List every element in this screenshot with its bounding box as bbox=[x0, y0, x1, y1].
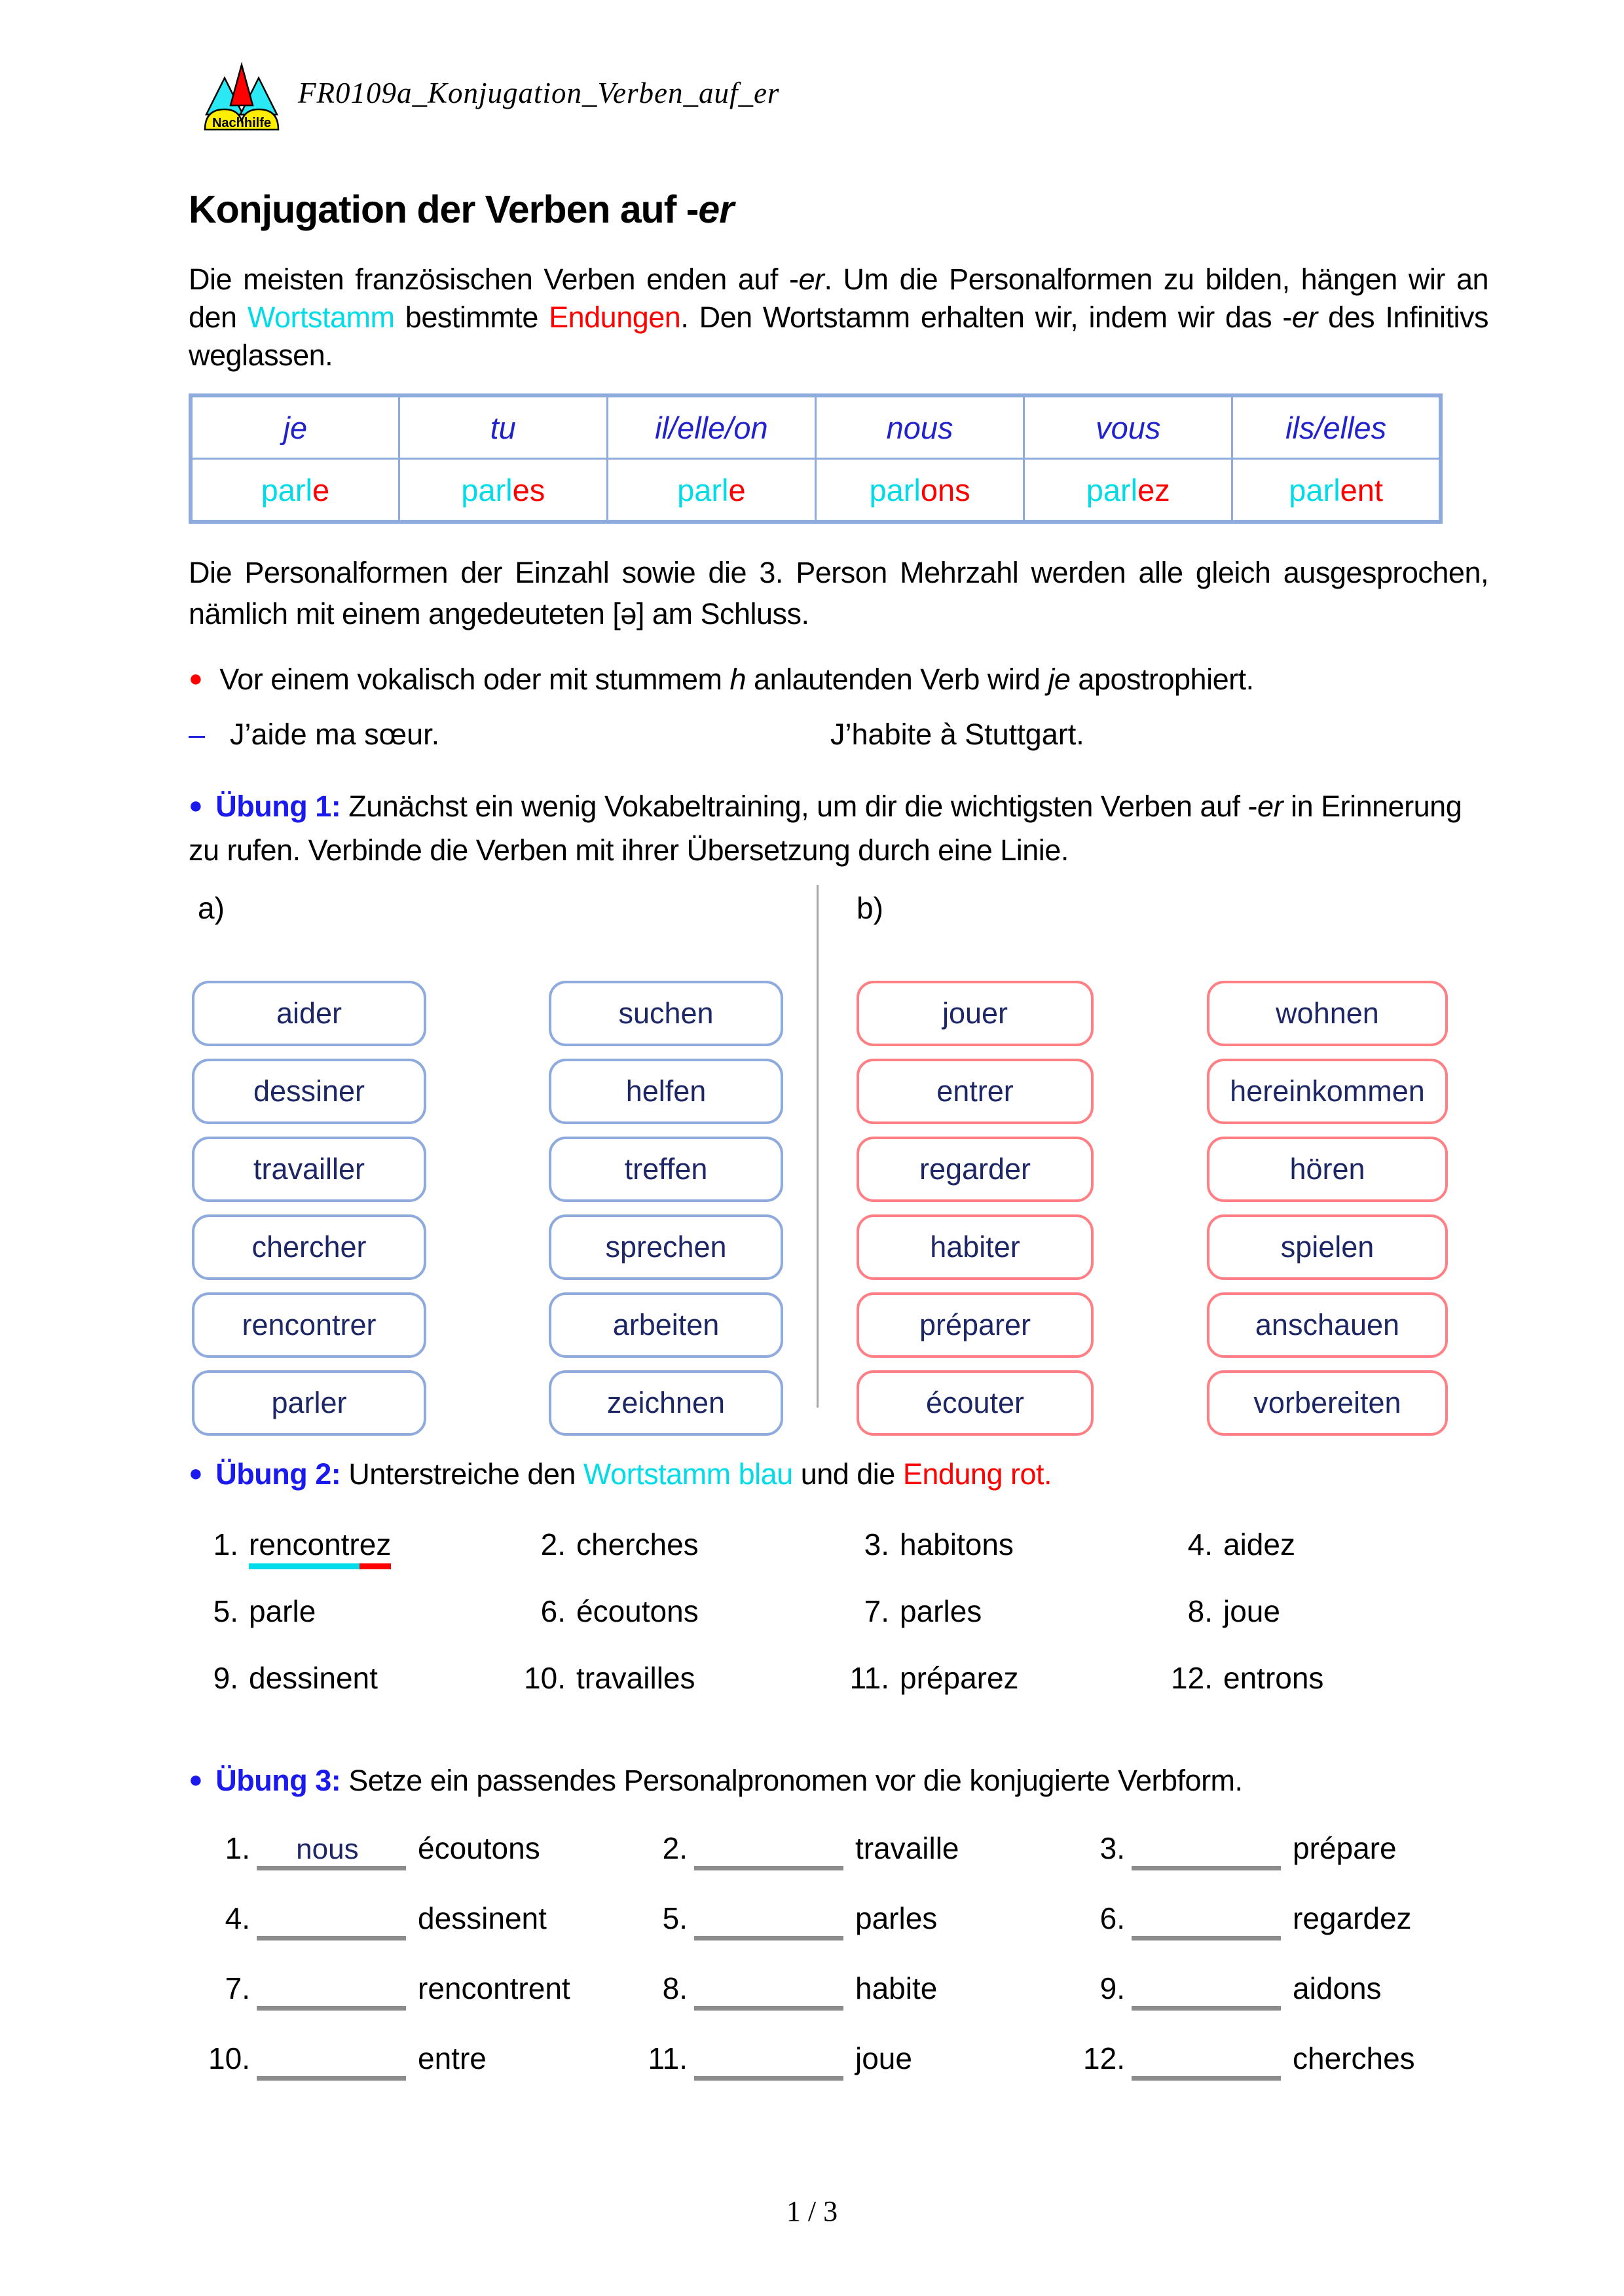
exercise3-item bbox=[196, 1831, 634, 1870]
item-verb: aidons bbox=[1293, 1971, 1382, 2005]
conjugation-row bbox=[191, 459, 1441, 522]
blank-answer: nous bbox=[296, 1833, 359, 1865]
item-word: aidez bbox=[1223, 1527, 1295, 1561]
conjugation-cell bbox=[607, 459, 815, 522]
answer-blank bbox=[694, 2043, 843, 2081]
exercise2-item bbox=[1171, 1594, 1485, 1629]
verb-ending: ez bbox=[1137, 472, 1170, 507]
item-number: 2. bbox=[662, 1831, 688, 1865]
page-title-text: Konjugation der Verben auf - bbox=[189, 188, 699, 231]
verb-stem: parl bbox=[461, 472, 513, 507]
underlined-ending: ez bbox=[360, 1527, 392, 1569]
verb-box: anschauen bbox=[1207, 1292, 1448, 1358]
exercise3-item bbox=[1071, 1971, 1415, 2011]
answer-blank bbox=[1132, 1833, 1281, 1870]
answer-blank bbox=[257, 2043, 406, 2081]
answer-blank bbox=[1132, 2043, 1281, 2081]
exercise3-item bbox=[1071, 2041, 1415, 2081]
conjugation-cell bbox=[191, 459, 399, 522]
conjugation-cell bbox=[815, 459, 1024, 522]
exercise3-item bbox=[196, 1901, 634, 1941]
verb-ending: ent bbox=[1340, 472, 1383, 507]
uebung1-heading bbox=[189, 783, 1493, 872]
uebung3-heading bbox=[189, 1757, 1493, 1802]
pronoun-cell bbox=[399, 395, 607, 459]
item-word: entrons bbox=[1223, 1661, 1324, 1695]
verb-box: regarder bbox=[857, 1137, 1094, 1202]
nachhilfe-logo bbox=[200, 62, 284, 133]
pronoun-cell bbox=[607, 395, 815, 459]
uebung1-text: Zunächst ein wenig Vokabeltraining, um dir die wichtigsten Verben auf - bbox=[348, 790, 1258, 823]
item-verb: prépare bbox=[1293, 1831, 1397, 1865]
verb-box: helfen bbox=[549, 1059, 783, 1124]
intro-paragraph bbox=[189, 261, 1488, 374]
item-number: 6. bbox=[540, 1594, 566, 1628]
underlined-stem: rencontr bbox=[249, 1527, 360, 1569]
example-sentences bbox=[189, 718, 1492, 752]
uebung2-items bbox=[196, 1527, 1485, 1696]
exercise3-item bbox=[634, 1901, 1071, 1941]
item-number: 10. bbox=[524, 1661, 566, 1695]
intro-text: . Um die Personalformen zu bilden, hängen wir an den bbox=[189, 263, 1488, 334]
item-number: 4. bbox=[1187, 1527, 1213, 1561]
item-number: 7. bbox=[225, 1971, 250, 2005]
exercise2-item bbox=[196, 1594, 524, 1629]
pronunciation-paragraph: Die Personalformen der Einzahl sowie die 3. Person Mehrzahl werden alle gleich ausgesprochen, nämlich mit einem angedeuteten [ə] am Schluss. bbox=[189, 556, 1488, 630]
item-word: parles bbox=[900, 1594, 982, 1628]
intro-text: . Den Wortstamm erhalten wir, indem wir das - bbox=[680, 301, 1292, 334]
verb-box: vorbereiten bbox=[1207, 1370, 1448, 1436]
item-number: 3. bbox=[864, 1527, 889, 1561]
note-je: je bbox=[1048, 663, 1071, 696]
item-number: 12. bbox=[1171, 1661, 1213, 1695]
verb-ending: e bbox=[312, 472, 330, 507]
verb-box: zeichnen bbox=[549, 1370, 783, 1436]
exercise3-item bbox=[634, 1971, 1071, 2011]
item-word: joue bbox=[1223, 1594, 1280, 1628]
item-number: 5. bbox=[662, 1901, 688, 1935]
verb-stem: parl bbox=[869, 472, 921, 507]
exercise3-item bbox=[1071, 1831, 1415, 1870]
verb-box: jouer bbox=[857, 981, 1094, 1046]
exercise2-item bbox=[847, 1660, 1171, 1696]
item-number: 11. bbox=[648, 2041, 688, 2075]
uebung2-text: Unterstreiche den bbox=[348, 1457, 583, 1491]
verb-box: travailler bbox=[192, 1137, 426, 1202]
page-title bbox=[189, 187, 733, 232]
item-number: 11. bbox=[849, 1661, 889, 1695]
item-number: 8. bbox=[662, 1971, 688, 2005]
exercise2-item bbox=[524, 1527, 847, 1562]
uebung1-text: in Erinnerung zu rufen. Verbinde die Verben mit ihrer Übersetzung durch eine Linie. bbox=[189, 790, 1462, 867]
verb-box: écouter bbox=[857, 1370, 1094, 1436]
uebung2-wortstamm-blau: Wortstamm blau bbox=[583, 1457, 793, 1491]
verb-box: aider bbox=[192, 981, 426, 1046]
item-number: 9. bbox=[213, 1661, 238, 1695]
verb-box: chercher bbox=[192, 1214, 426, 1280]
red-bullet-icon: ● bbox=[189, 665, 203, 691]
pronoun-tu: tu bbox=[490, 410, 516, 445]
verb-column-a-french bbox=[192, 981, 426, 1436]
pronoun-cell bbox=[1232, 395, 1441, 459]
exercise2-item bbox=[1171, 1660, 1485, 1696]
exercise3-item bbox=[634, 2041, 1071, 2081]
intro-wortstamm: Wortstamm bbox=[247, 301, 395, 334]
exercise2-item bbox=[524, 1594, 847, 1629]
item-verb: dessinent bbox=[418, 1901, 547, 1935]
verb-box: treffen bbox=[549, 1137, 783, 1202]
answer-blank bbox=[694, 1903, 843, 1941]
verb-box: spielen bbox=[1207, 1214, 1448, 1280]
uebung2-endung-rot: Endung rot. bbox=[902, 1457, 1052, 1491]
worksheet-filename: FR0109a_Konjugation_Verben_auf_er bbox=[298, 77, 780, 109]
page-title-er: er bbox=[698, 188, 734, 231]
conjugation-cell bbox=[1232, 459, 1441, 522]
blue-bullet-icon: ● bbox=[189, 1766, 203, 1793]
intro-er: er bbox=[1291, 301, 1318, 334]
exercise3-item bbox=[196, 2041, 634, 2081]
exercise2-item bbox=[1171, 1527, 1485, 1562]
item-number: 10. bbox=[208, 2041, 250, 2075]
exercise3-item bbox=[634, 1831, 1071, 1870]
exercise2-item bbox=[847, 1594, 1171, 1629]
intro-text: des Infinitivs weglassen. bbox=[189, 301, 1488, 372]
blue-bullet-icon: ● bbox=[189, 1459, 203, 1486]
item-verb: rencontrent bbox=[418, 1971, 570, 2005]
uebung3-text: Setze ein passendes Personalpronomen vor die konjugierte Verbform. bbox=[348, 1764, 1243, 1797]
column-divider bbox=[817, 885, 819, 1408]
exercise2-item bbox=[196, 1527, 524, 1562]
verb-stem: parl bbox=[261, 472, 312, 507]
verb-ending: e bbox=[728, 472, 746, 507]
uebung3-label: Übung 3: bbox=[215, 1764, 341, 1797]
item-word: habitons bbox=[900, 1527, 1014, 1561]
note-h: h bbox=[729, 663, 747, 696]
answer-blank bbox=[1132, 1903, 1281, 1941]
conjugation-cell bbox=[399, 459, 607, 522]
intro-er: er bbox=[798, 263, 824, 296]
verb-column-b-french bbox=[857, 981, 1094, 1436]
item-verb: joue bbox=[855, 2041, 912, 2075]
pronoun-cell bbox=[815, 395, 1024, 459]
item-word: parle bbox=[249, 1594, 316, 1628]
exercise2-item bbox=[196, 1660, 524, 1696]
intro-text: Die meisten französischen Verben enden auf - bbox=[189, 263, 799, 296]
answer-blank bbox=[257, 1903, 406, 1941]
exercise3-item bbox=[1071, 1901, 1415, 1941]
example-left: J’aide ma sœur. bbox=[230, 718, 440, 751]
verb-stem: parl bbox=[1086, 472, 1138, 507]
item-word: cherches bbox=[576, 1527, 699, 1561]
item-verb: travaille bbox=[855, 1831, 959, 1865]
verb-box: hereinkommen bbox=[1207, 1059, 1448, 1124]
verb-column-a-german bbox=[549, 981, 783, 1436]
item-number: 5. bbox=[213, 1594, 238, 1628]
column-label-a: a) bbox=[198, 891, 225, 925]
pronoun-ils-elles: ils/elles bbox=[1285, 410, 1387, 445]
verb-stem: parl bbox=[677, 472, 729, 507]
item-verb: entre bbox=[418, 2041, 487, 2075]
pronoun-cell bbox=[191, 395, 399, 459]
item-word: préparez bbox=[900, 1661, 1019, 1695]
page-number: 1 / 3 bbox=[786, 2195, 838, 2227]
pronoun-nous: nous bbox=[886, 410, 953, 445]
pronoun-vous: vous bbox=[1096, 410, 1161, 445]
pronoun-cell bbox=[1024, 395, 1232, 459]
item-number: 6. bbox=[1099, 1901, 1125, 1935]
item-number: 12. bbox=[1083, 2041, 1125, 2075]
verb-stem: parl bbox=[1289, 472, 1340, 507]
logo-label: Nachhilfe bbox=[212, 116, 272, 130]
answer-blank bbox=[1132, 1973, 1281, 2011]
verb-box: hören bbox=[1207, 1137, 1448, 1202]
item-word: écoutons bbox=[576, 1594, 699, 1628]
answer-blank bbox=[694, 1833, 843, 1870]
exercise2-item bbox=[847, 1527, 1171, 1562]
item-word: travailles bbox=[576, 1661, 695, 1695]
intro-endungen: Endungen bbox=[549, 301, 681, 334]
item-verb: parles bbox=[855, 1901, 938, 1935]
item-number: 7. bbox=[864, 1594, 889, 1628]
uebung1-er: er bbox=[1257, 790, 1283, 823]
verb-box: sprechen bbox=[549, 1214, 783, 1280]
verb-box: rencontrer bbox=[192, 1292, 426, 1358]
exercise3-item bbox=[196, 1971, 634, 2011]
pronoun-je: je bbox=[283, 410, 308, 445]
verb-ending: ons bbox=[920, 472, 970, 507]
verb-ending: es bbox=[512, 472, 545, 507]
intro-text: bestimmte bbox=[394, 301, 549, 334]
conjugation-table bbox=[189, 393, 1443, 524]
item-verb: écoutons bbox=[418, 1831, 540, 1865]
item-verb: regardez bbox=[1293, 1901, 1412, 1935]
uebung3-items bbox=[196, 1831, 1415, 2081]
item-verb: cherches bbox=[1293, 2041, 1415, 2075]
item-number: 1. bbox=[213, 1527, 238, 1561]
uebung2-text: und die bbox=[792, 1457, 903, 1491]
example-right: J’habite à Stuttgart. bbox=[830, 718, 1084, 751]
item-number: 8. bbox=[1187, 1594, 1213, 1628]
item-number: 2. bbox=[540, 1527, 566, 1561]
verb-box: dessiner bbox=[192, 1059, 426, 1124]
note-text: anlautenden Verb wird bbox=[746, 663, 1048, 696]
conjugation-cell bbox=[1024, 459, 1232, 522]
note-text: apostrophiert. bbox=[1070, 663, 1254, 696]
answer-blank bbox=[257, 1973, 406, 2011]
answer-blank bbox=[694, 1973, 843, 2011]
apostrophe-note bbox=[189, 663, 1492, 697]
verb-box: wohnen bbox=[1207, 981, 1448, 1046]
answer-blank bbox=[257, 1833, 406, 1870]
pronoun-row bbox=[191, 395, 1441, 459]
verb-box: entrer bbox=[857, 1059, 1094, 1124]
item-number: 4. bbox=[225, 1901, 250, 1935]
item-verb: habite bbox=[855, 1971, 938, 2005]
item-number: 1. bbox=[225, 1831, 250, 1865]
item-number: 9. bbox=[1099, 1971, 1125, 2005]
logo-center-peak bbox=[231, 65, 253, 105]
item-number: 3. bbox=[1099, 1831, 1125, 1865]
verb-box: parler bbox=[192, 1370, 426, 1436]
note-text: Vor einem vokalisch oder mit stummem bbox=[219, 663, 730, 696]
dash-icon: – bbox=[189, 718, 206, 751]
uebung2-heading bbox=[189, 1451, 1493, 1496]
uebung2-label: Übung 2: bbox=[215, 1457, 341, 1491]
blue-bullet-icon: ● bbox=[189, 792, 203, 818]
uebung1-label: Übung 1: bbox=[215, 790, 341, 823]
verb-column-b-german bbox=[1207, 981, 1448, 1436]
pronoun-il-elle-on: il/elle/on bbox=[655, 410, 768, 445]
verb-box: suchen bbox=[549, 981, 783, 1046]
column-label-b: b) bbox=[857, 891, 883, 925]
exercise2-item bbox=[524, 1660, 847, 1696]
verb-box: préparer bbox=[857, 1292, 1094, 1358]
item-word: dessinent bbox=[249, 1661, 378, 1695]
verb-box: arbeiten bbox=[549, 1292, 783, 1358]
verb-box: habiter bbox=[857, 1214, 1094, 1280]
